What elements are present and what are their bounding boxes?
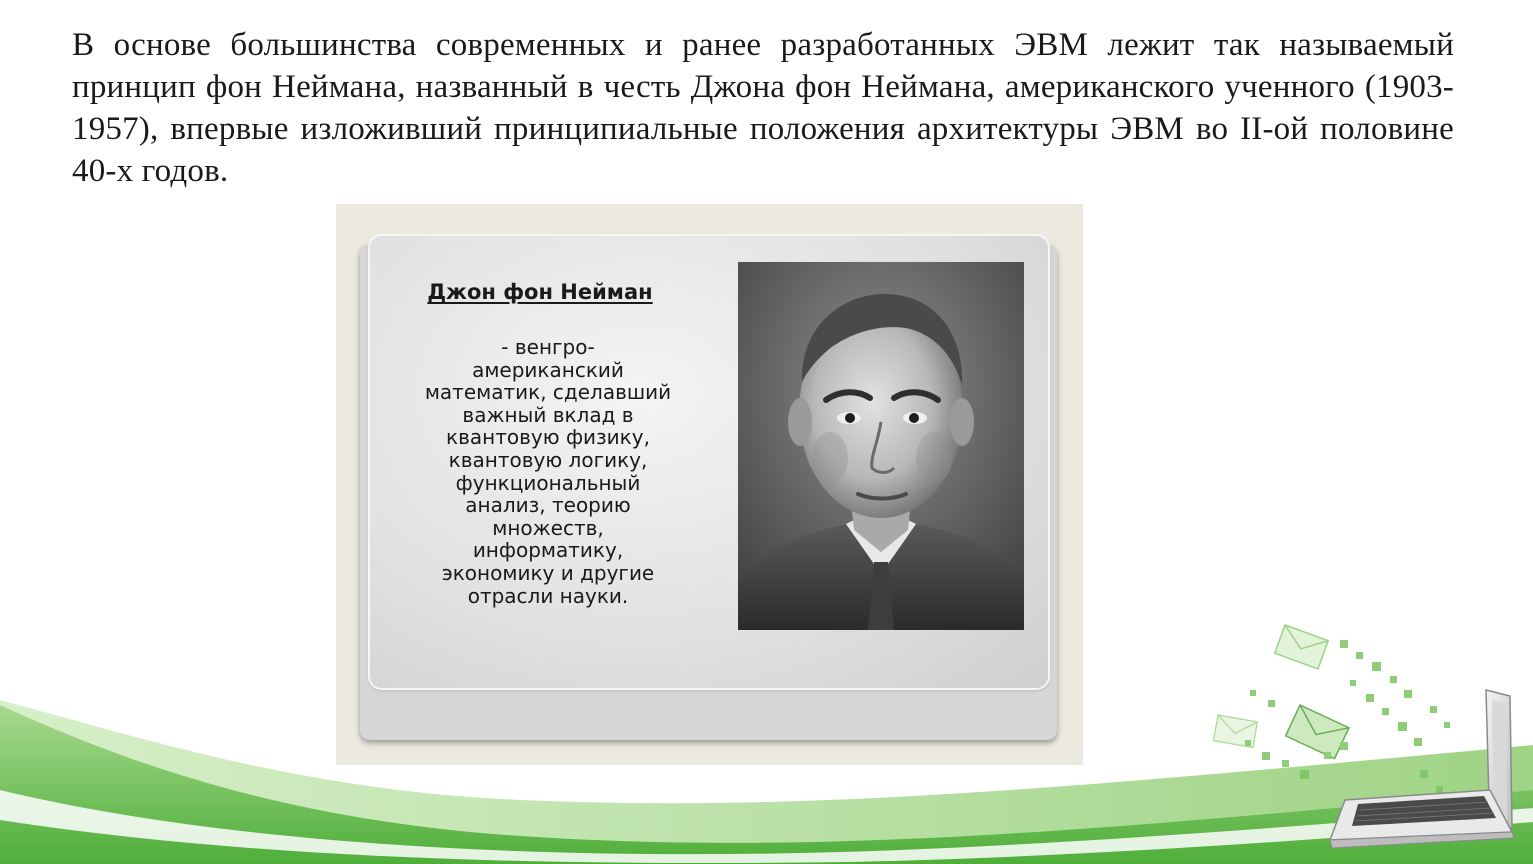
description-line: математик, сделавший — [424, 380, 672, 405]
description-line: экономику и другие — [441, 560, 655, 585]
description-line: важный вклад в — [462, 402, 634, 427]
description-line: квантовую физику, — [446, 425, 650, 450]
description-line: отрасли науки. — [467, 583, 629, 608]
description-line: - венгро- — [501, 335, 595, 359]
description-line: множеств, — [492, 515, 604, 540]
embedded-image — [336, 204, 1083, 765]
card-title: Джон фон Нейман — [427, 280, 653, 304]
info-card — [370, 236, 1048, 688]
description-line: информатику, — [472, 538, 624, 563]
description-line: функциональный — [455, 470, 641, 495]
description-line: квантовую логику, — [448, 447, 648, 472]
description-line: анализ, теорию — [465, 493, 631, 518]
laptop-illustration-icon — [1330, 690, 1514, 848]
card-description — [400, 336, 696, 607]
portrait-photo-icon — [738, 262, 1024, 630]
intro-paragraph: В основе большинства современных и ранее разработанных ЭВМ лежит так называемый принцип фон Неймана, названный в честь Джона фон Неймана, американского ученного (1903-1957), впервые изложивший принципиальные положения архитектуры ЭВМ во II-ой половине 40-х годов. — [72, 27, 1454, 189]
envelope-trail-icon — [1213, 625, 1450, 793]
description-line: американский — [472, 357, 624, 382]
